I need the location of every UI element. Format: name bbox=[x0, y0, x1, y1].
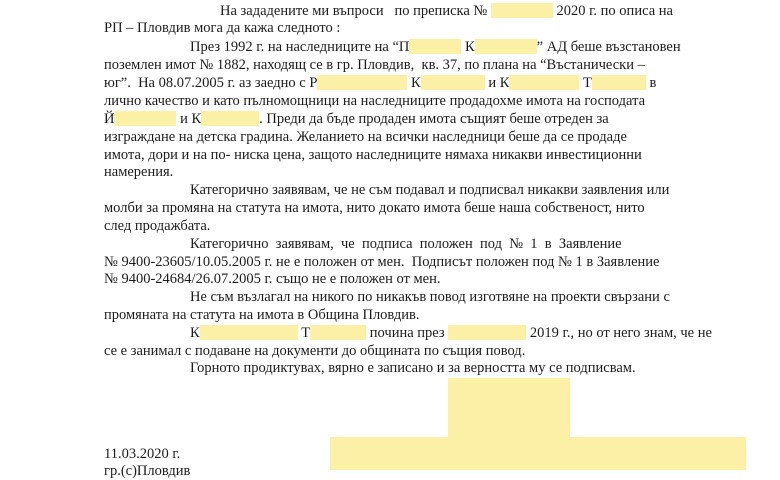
text-segment: промяната на статута на имота в Община Пловдив. bbox=[104, 307, 420, 323]
text-segment: № 9400-24684/26.07.2005 г. също не е положен от мен. bbox=[104, 271, 441, 287]
redaction-box bbox=[201, 111, 259, 126]
redaction-box bbox=[200, 325, 298, 340]
text-segment: почина през bbox=[366, 325, 449, 341]
text-segment: 2019 г., но от него знам, че не bbox=[526, 325, 712, 341]
document-line bbox=[190, 38, 681, 56]
document-line bbox=[104, 19, 340, 37]
redaction-box bbox=[475, 39, 537, 54]
text-segment: ” АД беше възстановен bbox=[536, 39, 681, 55]
document-line bbox=[104, 110, 609, 128]
text-segment: намерения. bbox=[104, 164, 174, 180]
redaction-box bbox=[310, 325, 366, 340]
redaction-box bbox=[509, 75, 579, 90]
text-segment: юг”. На 08.07.2005 г. аз заедно с Р bbox=[104, 75, 318, 91]
text-segment: . Преди да бъде продаден имота същият беше отреден за bbox=[259, 111, 609, 127]
document-line bbox=[190, 359, 636, 377]
document-line bbox=[104, 74, 656, 92]
document-line bbox=[104, 92, 645, 110]
text-segment: Т bbox=[579, 75, 592, 91]
text-segment: К bbox=[190, 325, 200, 341]
text-segment: след продажбата. bbox=[104, 218, 211, 234]
document-line bbox=[104, 342, 525, 360]
text-segment: На зададените ми въпроси по преписка № bbox=[220, 3, 491, 19]
text-segment: в bbox=[645, 75, 657, 91]
redaction-box bbox=[491, 3, 553, 18]
text-segment: През 1992 г. на наследниците на “П bbox=[190, 39, 410, 55]
redaction-box bbox=[409, 39, 461, 54]
document-line bbox=[104, 163, 173, 181]
text-segment: РП – Пловдив мога да кажа следното : bbox=[104, 20, 341, 36]
document-line bbox=[190, 288, 670, 306]
redaction-box bbox=[114, 111, 176, 126]
document-line bbox=[104, 199, 645, 217]
text-segment: поземлен имот № 1882, находящ се в гр. Пловдив, кв. 37, по плана на “Въстанически – bbox=[104, 57, 645, 73]
document-line bbox=[104, 217, 210, 235]
document-line bbox=[104, 306, 420, 324]
text-segment: и К bbox=[484, 75, 510, 91]
text-segment: Категорично заявявам, че не съм подавал и подписвал никакви заявления или bbox=[190, 182, 670, 198]
document-line bbox=[190, 181, 669, 199]
text-segment: Т bbox=[297, 325, 311, 341]
document-line bbox=[220, 2, 673, 20]
text-segment: Категорично заявявам, че подписа положен под № 1 в Заявление bbox=[190, 236, 622, 252]
document-line bbox=[190, 235, 622, 253]
document-line bbox=[104, 128, 627, 146]
text-segment: 11.03.2020 г. bbox=[104, 446, 181, 462]
text-segment: изграждане на детска градина. Желанието на всички наследници беше да се продаде bbox=[104, 129, 627, 145]
document-line bbox=[104, 56, 645, 74]
redaction-box bbox=[317, 75, 407, 90]
text-segment: 2020 г. по описа на bbox=[552, 3, 673, 19]
text-segment: Не съм възлагал на никого по никакъв повод изготвяне на проекти свързани с bbox=[190, 289, 670, 305]
text-segment: молби за промяна на статута на имота, нито докато имота беше наша собственост, нито bbox=[104, 200, 645, 216]
text-segment: се е занимал с подаване на документи до общината по същия повод. bbox=[104, 343, 526, 359]
redaction-box bbox=[592, 75, 646, 90]
text-segment: гр.(с)Пловдив bbox=[104, 463, 191, 479]
document-line bbox=[104, 253, 659, 271]
text-segment: лично качество и като пълномощници на наследниците продадохме имота на господата bbox=[104, 93, 646, 109]
text-segment: № 9400-23605/10.05.2005 г. не е положен от мен. Подписът положен под № 1 в Заявление bbox=[104, 254, 660, 270]
redaction-block-signer-name bbox=[330, 437, 746, 470]
text-segment: Горното продиктувах, вярно е записано и за верността му се подписвам. bbox=[190, 360, 636, 376]
document-line bbox=[104, 462, 190, 480]
redaction-box bbox=[448, 325, 526, 340]
document-line bbox=[190, 324, 712, 342]
redaction-box bbox=[421, 75, 485, 90]
text-segment: К bbox=[461, 39, 475, 55]
text-segment: К bbox=[407, 75, 421, 91]
document-line bbox=[104, 445, 180, 463]
text-segment: имота, дори и на по- ниска цена, защото наследниците нямаха никакви инвестиционни bbox=[104, 147, 642, 163]
text-segment: Й bbox=[104, 111, 115, 127]
text-segment: и К bbox=[176, 111, 202, 127]
document-line bbox=[104, 270, 440, 288]
document-line bbox=[104, 146, 642, 164]
